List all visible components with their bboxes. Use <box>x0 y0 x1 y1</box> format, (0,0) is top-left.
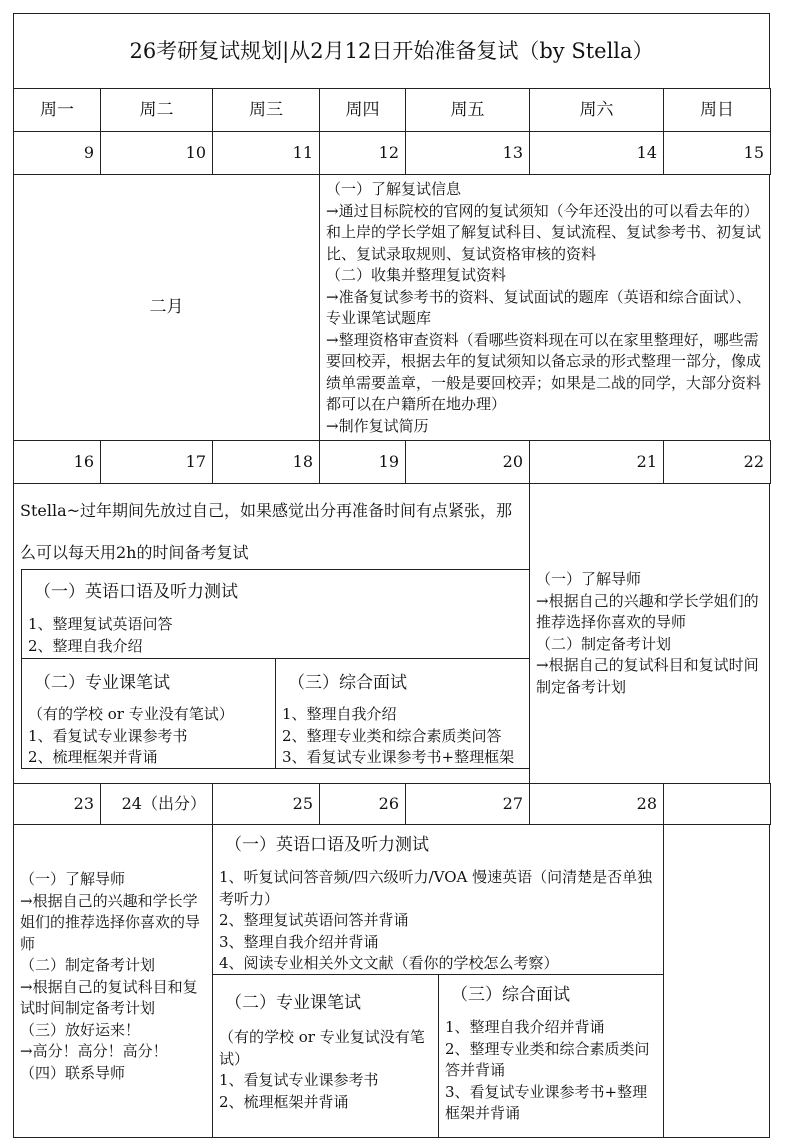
date: 24（出分） <box>121 794 206 813</box>
date: 10 <box>185 143 206 162</box>
page-title: 26考研复试规划|从2月12日开始准备复试（by Stella） <box>129 39 654 63</box>
weekday-5: 周六 <box>579 100 614 120</box>
line-item: 2、梳理框架并背诵 <box>219 1092 349 1111</box>
line-item: 2、整理自我介绍 <box>28 636 143 655</box>
date-cell <box>319 440 406 484</box>
line-item: →制作复试简历 <box>326 416 429 435</box>
line-item: →准备复试参考书的资料、复试面试的题库（英语和综合面试）、专业课笔试题库 <box>326 287 752 327</box>
date-cell <box>663 440 771 484</box>
line-item: 1、看复试专业课参考书 <box>28 726 188 745</box>
week2-written-items <box>28 704 273 769</box>
line-item: →通过目标院校的官网的复试须知（今年还没出的可以看去年的）和上岸的学长学姐了解复试科目、复试流程、复试参考书、初复试比、复试录取规则、复试资格审核的资料 <box>326 201 762 263</box>
week3-english-title: （一）英语口语及听力测试 <box>225 835 429 855</box>
line-item: 1、看复试专业课参考书 <box>219 1071 379 1089</box>
line-item: 1、整理自我介绍 <box>282 705 397 723</box>
date: 28 <box>636 794 657 813</box>
date: 9 <box>83 143 94 162</box>
week3-english-items <box>219 867 659 975</box>
line-item: （二）收集并整理复试资料 <box>326 266 507 284</box>
weekday-3-cell <box>319 88 406 132</box>
week3-interview-items <box>445 1017 659 1125</box>
line-item: 1、听复试问答音频/四六级听力/VOA 慢速英语（问清楚是否单独考听力） <box>219 868 653 908</box>
line-item: （有的学校 or 专业没有笔试） <box>28 705 234 723</box>
week3-left-cell <box>13 824 213 1138</box>
weekday-4-cell <box>405 88 530 132</box>
date-cell <box>663 783 771 825</box>
line-item: →根据自己的兴趣和学长学姐们的推荐选择你喜欢的导师 <box>20 891 201 953</box>
line-item: 3、看复试专业课参考书+整理框架并背诵 <box>445 1082 648 1122</box>
date: 16 <box>73 452 94 471</box>
date-cell <box>405 783 530 825</box>
date-cell <box>212 440 320 484</box>
week2-written-box <box>21 658 276 769</box>
weekday-5-cell <box>529 88 664 132</box>
date-cell <box>13 783 101 825</box>
line-item: 1、整理自我介绍并背诵 <box>445 1018 605 1036</box>
date-cell <box>529 783 664 825</box>
date-cell <box>663 131 771 175</box>
week2-english-title: （一）英语口语及听力测试 <box>34 582 238 602</box>
line-item: （一）了解导师 <box>536 570 642 588</box>
week1-plan <box>326 179 766 437</box>
line-item: （一）了解复试信息 <box>326 180 462 198</box>
date-cell <box>100 440 213 484</box>
week3-english-box <box>212 824 664 975</box>
date: 15 <box>743 143 764 162</box>
date: 19 <box>378 452 399 471</box>
week3-empty-cell <box>663 824 770 1138</box>
date: 20 <box>502 452 523 471</box>
date-cell <box>319 131 406 175</box>
date: 14 <box>636 143 657 162</box>
date-cell <box>319 783 406 825</box>
weekday-0: 周一 <box>40 100 74 120</box>
week2-written-title: （二）专业课笔试 <box>34 673 170 693</box>
weekday-1: 周二 <box>139 100 174 120</box>
line-item: →根据自己的兴趣和学长学姐们的推荐选择你喜欢的导师 <box>536 591 759 631</box>
week1-plan-cell <box>319 174 770 441</box>
week2-right-cell <box>529 483 770 784</box>
date: 12 <box>378 143 399 162</box>
weekday-2: 周三 <box>249 100 283 120</box>
month-label: 二月 <box>149 297 184 317</box>
week2-interview-title: （三）综合面试 <box>288 673 407 693</box>
date: 23 <box>73 794 94 813</box>
date: 26 <box>378 794 399 813</box>
line-item: （有的学校 or 专业复试没有笔试） <box>219 1028 425 1068</box>
week3-interview-box <box>438 974 664 1138</box>
line-item: （三）放好运来！ <box>20 1020 141 1039</box>
line-item: 2、整理专业类和综合素质类问答 <box>282 726 502 745</box>
weekday-6: 周日 <box>700 100 734 120</box>
week3-left-plan <box>20 869 210 1084</box>
date-cell <box>13 131 101 175</box>
week3-written-title: （二）专业课笔试 <box>225 993 361 1013</box>
line-item: →根据自己的复试科目和复试时间制定备考计划 <box>536 656 759 696</box>
date-cell <box>405 131 530 175</box>
week2-interview-items <box>282 704 532 769</box>
date: 22 <box>743 452 764 471</box>
week2-right-plan <box>536 569 761 698</box>
week2-english-box <box>21 569 530 659</box>
date: 13 <box>502 143 523 162</box>
month-cell <box>13 174 320 441</box>
line-item: 2、梳理框架并背诵 <box>28 748 158 766</box>
line-item: 4、阅读专业相关外文文献（看你的学校怎么考察） <box>219 954 559 972</box>
title-cell <box>13 13 770 89</box>
weekday-0-cell <box>13 88 101 132</box>
week3-written-items <box>219 1027 431 1113</box>
line-item: →整理资格审查资料（看哪些资料现在可以在家里整理好，哪些需要回校弄，根据去年的复试须知以备忘录的形式整理一部分，像成绩单需要盖章，一般是要回校弄；如果是二战的同学，大部分资料都可以在户籍所在地办理） <box>326 330 762 413</box>
weekday-1-cell <box>100 88 213 132</box>
week2-interview-box <box>275 658 530 769</box>
date: 18 <box>292 452 313 471</box>
week3-written-box <box>212 974 439 1138</box>
date-cell <box>212 131 320 175</box>
line-item: →根据自己的复试科目和复试时间制定备考计划 <box>20 977 198 1017</box>
week2-english-items <box>28 614 173 657</box>
weekday-6-cell <box>663 88 771 132</box>
weekday-4: 周五 <box>450 100 485 120</box>
line-item: 3、整理自我介绍并背诵 <box>219 932 379 951</box>
date-cell <box>529 440 664 484</box>
date: 17 <box>185 452 206 471</box>
weekday-3: 周四 <box>345 100 380 120</box>
line-item: （二）制定备考计划 <box>536 634 672 653</box>
line-item: 3、看复试专业课参考书+整理框架 <box>282 748 515 766</box>
date-cell <box>100 131 213 175</box>
line-item: 1、整理复试英语问答 <box>28 615 173 633</box>
line-item: 2、整理专业类和综合素质类问答并背诵 <box>445 1039 650 1079</box>
date: 25 <box>292 794 313 813</box>
line-item: （二）制定备考计划 <box>20 956 156 974</box>
week2-note: Stella~过年期间先放过自己，如果感觉出分再准备时间有点紧张，那么可以每天用2h的时间备考复试 <box>20 501 513 562</box>
date: 27 <box>502 794 523 813</box>
date: 11 <box>292 143 313 162</box>
date-cell <box>100 783 213 825</box>
date-cell <box>13 440 101 484</box>
line-item: （一）了解导师 <box>20 870 126 888</box>
line-item: 2、整理复试英语问答并背诵 <box>219 911 409 929</box>
line-item: （四）联系导师 <box>20 1063 126 1082</box>
date-cell <box>529 131 664 175</box>
date: 21 <box>636 452 657 471</box>
date-cell <box>405 440 530 484</box>
date-cell <box>212 783 320 825</box>
week3-interview-title: （三）综合面试 <box>451 985 570 1005</box>
line-item: →高分！高分！高分！ <box>20 1042 168 1060</box>
weekday-2-cell <box>212 88 320 132</box>
